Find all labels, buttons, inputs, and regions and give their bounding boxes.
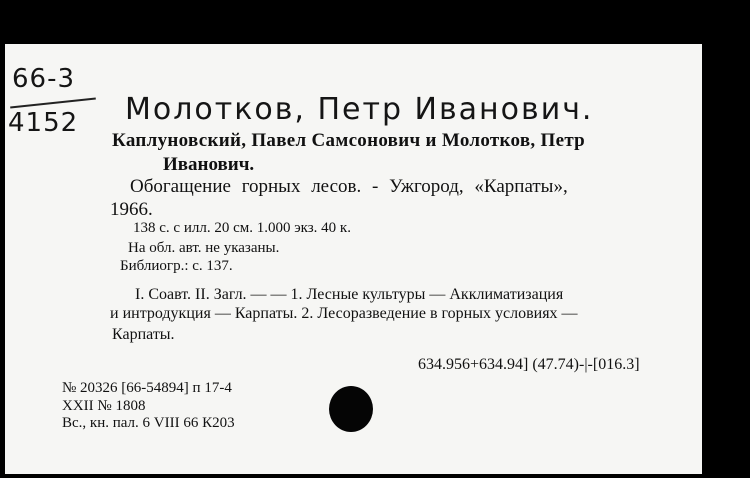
entry-note-authors: На обл. авт. не указаны. xyxy=(128,240,280,256)
entry-tracings-line3: Карпаты. xyxy=(112,326,175,343)
classification-number: 634.956+634.94] (47.74)-|-[016.3] xyxy=(418,356,640,373)
series-number: XXII № 1808 xyxy=(62,398,146,414)
card-punch-hole xyxy=(329,386,373,432)
entry-note-bibliography: Библиогр.: с. 137. xyxy=(120,258,233,274)
call-number-bottom: 4152 xyxy=(8,108,79,138)
call-number-top: 66-3 xyxy=(12,64,76,94)
registration-number: № 20326 [66-54894] п 17-4 xyxy=(62,380,232,396)
entry-title-line1: Обогащение горных лесов. - Ужгород, «Карпаты», xyxy=(130,176,568,197)
entry-tracings-line1: I. Соавт. II. Загл. — — 1. Лесные культуры — Акклиматизация xyxy=(135,286,564,303)
chamber-info: Вс., кн. пал. 6 VIII 66 К203 xyxy=(62,415,235,431)
entry-title-line2: 1966. xyxy=(110,199,153,220)
entry-tracings-line2: и интродукция — Карпаты. 2. Лесоразведение в горных условиях — xyxy=(110,305,578,322)
entry-collation: 138 с. с илл. 20 см. 1.000 экз. 40 к. xyxy=(133,220,351,236)
entry-heading-line2: Иванович. xyxy=(163,154,255,175)
handwritten-author-name: Молотков, Петр Иванович. xyxy=(125,92,594,127)
entry-heading-line1: Каплуновский, Павел Самсонович и Молотков, Петр xyxy=(112,130,586,151)
